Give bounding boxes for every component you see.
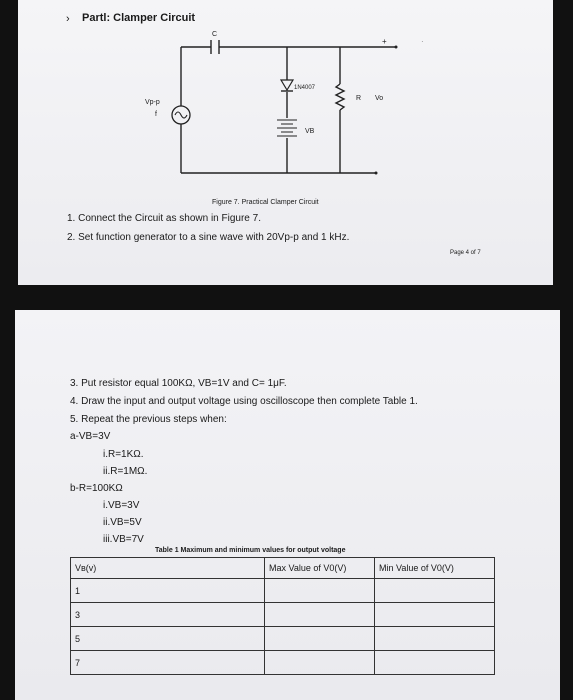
cell-max[interactable] (265, 627, 375, 651)
worksheet-page-top (18, 0, 553, 285)
step-1: 1. Connect the Circuit as shown in Figure 7. (67, 213, 261, 224)
table-row (71, 603, 495, 627)
cell-max[interactable] (265, 603, 375, 627)
diode-label: 1N4007 (294, 85, 316, 91)
header-vb: Vʙ(v) (71, 558, 265, 579)
step-3: 3. Put resistor equal 100KΩ, VB=1V and C= 1μF. (70, 378, 287, 389)
figure-caption: Figure 7. Practical Clamper Circuit (212, 199, 319, 206)
case-a: a-VB=3V (70, 431, 111, 442)
diode-symbol (281, 80, 293, 91)
header-max: Max Value of V0(V) (265, 558, 375, 579)
source-label-vpp: Vp-p (145, 99, 160, 106)
bullet-arrow: › (66, 13, 70, 25)
step-4: 4. Draw the input and output voltage using oscilloscope then complete Table 1. (70, 396, 418, 407)
cell-min[interactable] (375, 579, 495, 603)
case-a-ii: ii.R=1MΩ. (103, 466, 148, 477)
terminal-mark: · (421, 37, 424, 46)
table-row (71, 651, 495, 675)
plus-terminal-label: + (382, 37, 387, 46)
source-label-f: f (155, 111, 157, 118)
battery-label: VB (305, 128, 315, 135)
part-title: Partl: Clamper Circuit (82, 12, 196, 24)
resistor-label: R (356, 95, 362, 102)
cell-min[interactable] (375, 651, 495, 675)
page-number: Page 4 of 7 (450, 250, 481, 256)
table-caption: Table 1 Maximum and minimum values for output voltage (155, 547, 346, 554)
worksheet-page-bottom (15, 310, 560, 700)
step-2: 2. Set function generator to a sine wave with 20Vp-p and 1 kHz. (67, 232, 350, 243)
ac-source-symbol (172, 106, 190, 124)
clamper-circuit-diagram (18, 0, 553, 200)
cell-vb: 7 (71, 651, 265, 675)
cell-vb: 5 (71, 627, 265, 651)
step-5: 5. Repeat the previous steps when: (70, 414, 227, 425)
results-table (70, 557, 495, 675)
table-row (71, 579, 495, 603)
case-b-i: i.VB=3V (103, 500, 140, 511)
cell-min[interactable] (375, 603, 495, 627)
case-a-i: i.R=1KΩ. (103, 449, 144, 460)
cell-max[interactable] (265, 651, 375, 675)
cell-vb: 3 (71, 603, 265, 627)
capacitor-label: C (212, 31, 218, 38)
header-min: Min Value of V0(V) (375, 558, 495, 579)
case-b: b-R=100KΩ (70, 483, 123, 494)
battery-symbol (277, 120, 297, 136)
case-b-ii: ii.VB=5V (103, 517, 142, 528)
output-label: Vo (375, 95, 384, 102)
case-b-iii: iii.VB=7V (103, 534, 144, 545)
table-row (71, 627, 495, 651)
cell-max[interactable] (265, 579, 375, 603)
cell-vb: 1 (71, 579, 265, 603)
table-header-row (71, 558, 495, 579)
cell-min[interactable] (375, 627, 495, 651)
